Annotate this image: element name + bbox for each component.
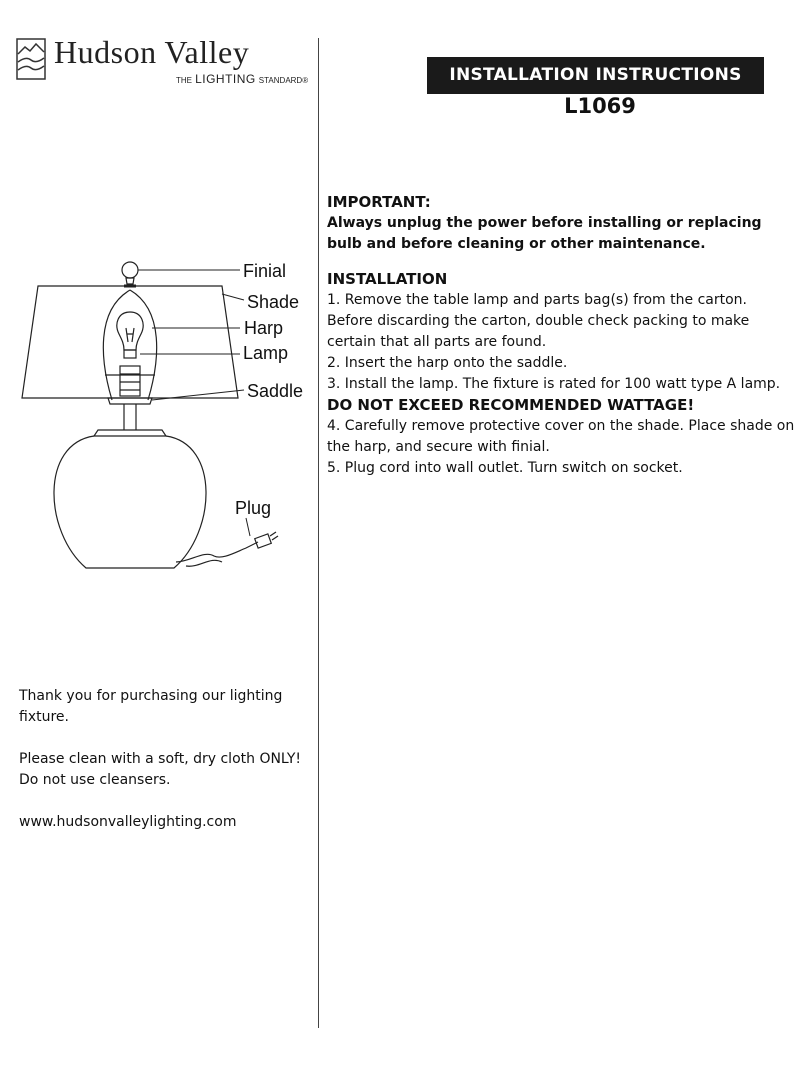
wattage-warning: DO NOT EXCEED RECOMMENDED WATTAGE! xyxy=(327,396,695,414)
important-text: Always unplug the power before installing or replacing bulb and before cleaning or other maintenance. xyxy=(327,215,762,252)
step-2: 2. Insert the harp onto the saddle. xyxy=(327,355,568,371)
step-5: 5. Plug cord into wall outlet. Turn switch on socket. xyxy=(327,460,683,476)
label-shade: Shade xyxy=(247,292,300,312)
page-title: INSTALLATION INSTRUCTIONS xyxy=(427,57,764,94)
step-1: 1. Remove the table lamp and parts bag(s) from the carton. Before discarding the carton, double check packing to make certain that all parts are found. xyxy=(327,292,750,350)
label-harp: Harp xyxy=(244,318,284,338)
footer-notes xyxy=(19,686,309,854)
important-heading: IMPORTANT: xyxy=(327,193,431,211)
brand-name: Hudson Valley xyxy=(54,34,250,70)
lamp-diagram xyxy=(0,250,318,590)
thanks-text: Thank you for purchasing our lighting fixture. xyxy=(19,688,283,725)
step-3: 3. Install the lamp. The fixture is rated for 100 watt type A lamp. xyxy=(327,376,781,392)
model-number: L1069 xyxy=(564,94,636,118)
care-text: Please clean with a soft, dry cloth ONLY! Do not use cleansers. xyxy=(19,751,302,788)
label-finial: Finial xyxy=(243,261,287,281)
brand-tagline: THE LIGHTING STANDARD® xyxy=(176,72,309,86)
label-saddle: Saddle xyxy=(247,381,304,401)
brand-logo xyxy=(16,30,316,90)
column-divider xyxy=(318,38,319,1028)
instructions-column xyxy=(327,192,797,479)
mountain-logo-icon xyxy=(16,38,46,80)
label-lamp: Lamp xyxy=(243,343,289,363)
website-link[interactable]: www.hudsonvalleylighting.com xyxy=(19,814,237,830)
step-4: 4. Carefully remove protective cover on the shade. Place shade on the harp, and secure with finial. xyxy=(327,418,795,455)
label-plug: Plug xyxy=(235,498,272,518)
installation-heading: INSTALLATION xyxy=(327,270,448,288)
